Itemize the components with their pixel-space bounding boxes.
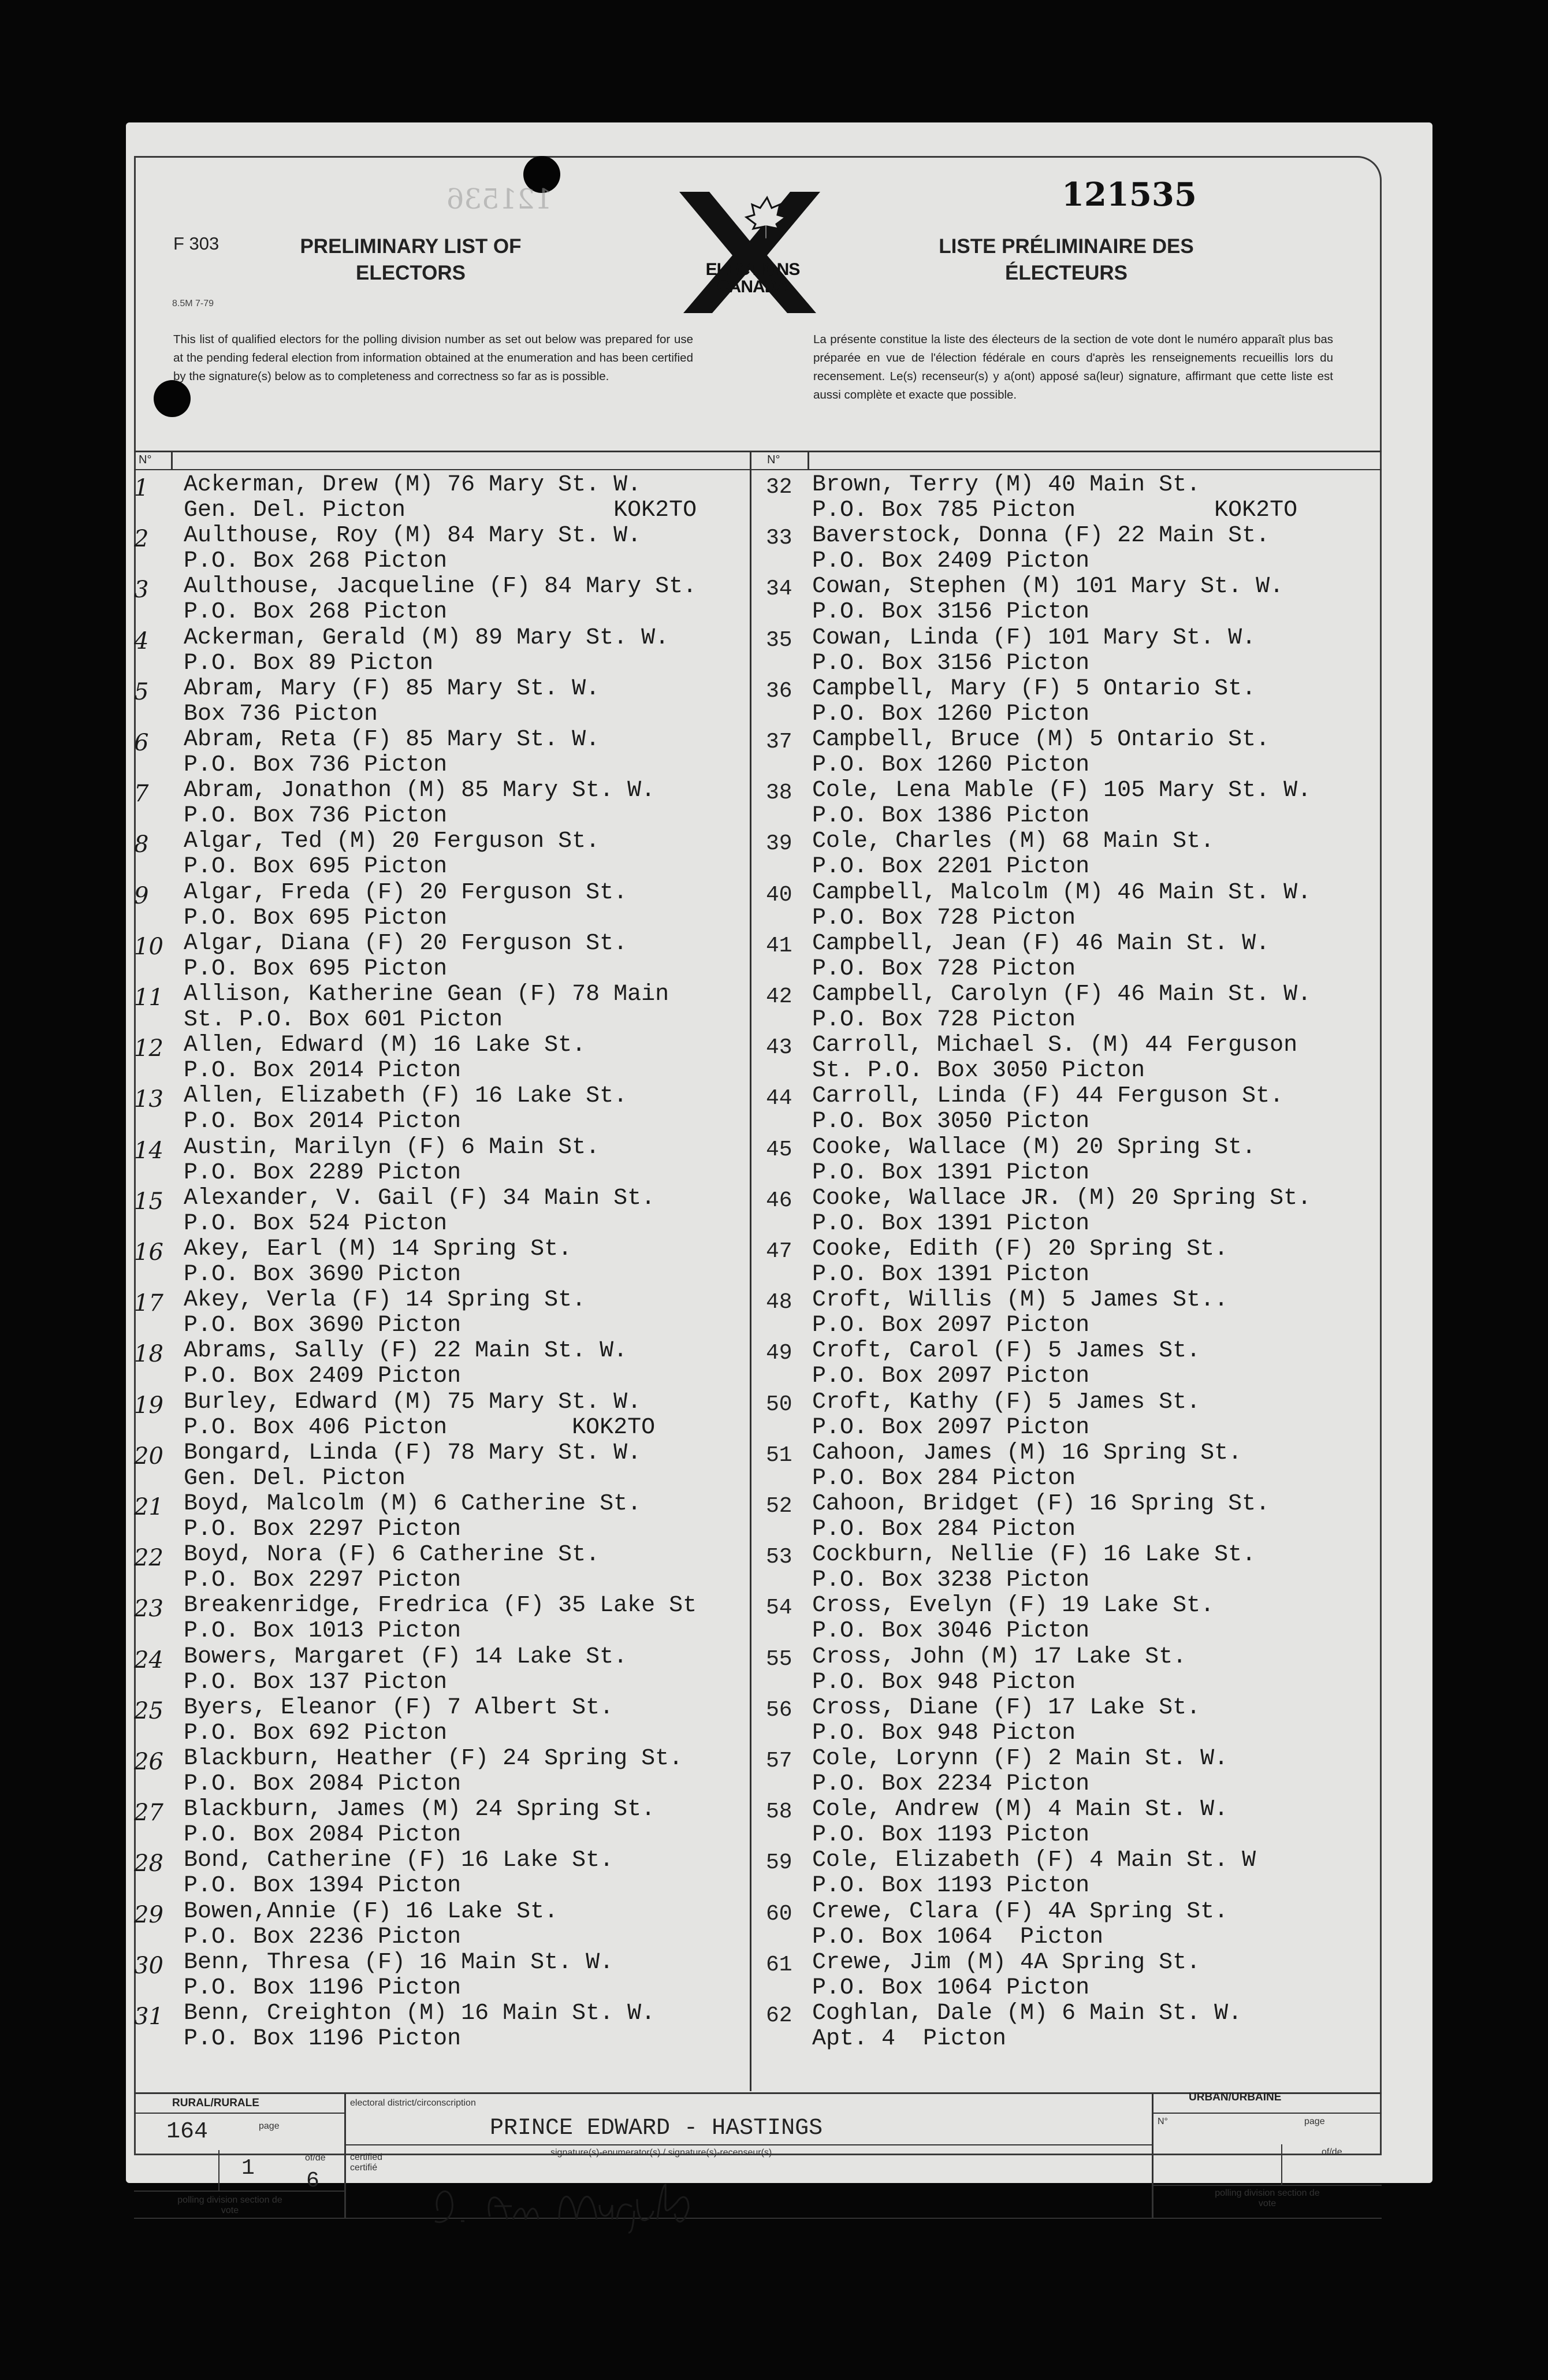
elector-entry: [758, 574, 1295, 625]
elector-entry: [134, 626, 671, 676]
polling-division-number: 164: [166, 2119, 209, 2145]
elector-name-address: Boyd, Nora (F) 6 Catherine St.: [184, 1542, 600, 1568]
elector-entry: [758, 472, 1298, 523]
elector-number: 6: [134, 730, 149, 756]
elector-name-address: Brown, Terry (M) 40 Main St.: [812, 472, 1201, 498]
elector-mailing-address: P.O. Box 3690 Picton: [184, 1262, 462, 1288]
elector-entry: [758, 1492, 1295, 1542]
elector-mailing-address: P.O. Box 406 Picton KOK2TO: [184, 1414, 656, 1441]
elector-entry: [758, 1645, 1295, 1695]
elector-mailing-address: P.O. Box 2097 Picton: [812, 1363, 1090, 1390]
elector-number: 39: [766, 831, 792, 857]
elector-number: 38: [766, 780, 792, 806]
elector-mailing-address: P.O. Box 948 Picton: [812, 1669, 1076, 1695]
elector-name-address: Cowan, Linda (F) 101 Mary St. W.: [812, 624, 1256, 651]
elector-number: 11: [134, 984, 163, 1011]
elector-mailing-address: P.O. Box 2097 Picton: [812, 1312, 1090, 1339]
page-label: page: [259, 2121, 280, 2131]
elector-mailing-address: P.O. Box 2409 Picton: [812, 548, 1090, 575]
elector-mailing-address: St. P.O. Box 3050 Picton: [812, 1058, 1145, 1084]
elector-number: 2: [134, 526, 149, 553]
elector-entry: [134, 1797, 671, 1848]
elector-mailing-address: P.O. Box 948 Picton: [812, 1720, 1076, 1746]
elector-name-address: Abram, Jonathon (M) 85 Mary St. W.: [184, 778, 656, 804]
elector-entry: [134, 880, 671, 931]
elector-entry: [758, 1695, 1295, 1746]
elector-name-address: Cole, Charles (M) 68 Main St.: [812, 828, 1215, 855]
elector-entry: [758, 1084, 1295, 1135]
elector-mailing-address: P.O. Box 2236 Picton: [184, 1924, 462, 1950]
elector-number: 33: [766, 526, 792, 551]
elector-number: 30: [134, 1952, 163, 1979]
elector-number: 61: [766, 1952, 792, 1977]
elector-entry: [758, 1746, 1295, 1797]
elector-mailing-address: P.O. Box 736 Picton: [184, 803, 448, 830]
elector-name-address: Cole, Andrew (M) 4 Main St. W.: [812, 1797, 1229, 1823]
page-total: 6: [306, 2169, 319, 2193]
elector-name-address: Bowers, Margaret (F) 14 Lake St.: [184, 1643, 628, 1670]
elector-mailing-address: P.O. Box 524 Picton: [184, 1210, 448, 1237]
elector-entry: [134, 1135, 671, 1186]
elector-name-address: Bongard, Linda (F) 78 Mary St. W.: [184, 1440, 642, 1466]
elector-name-address: Carroll, Linda (F) 44 Ferguson St.: [812, 1083, 1284, 1110]
elector-mailing-address: P.O. Box 3156 Picton: [812, 650, 1090, 676]
elector-mailing-address: P.O. Box 2014 Picton: [184, 1109, 462, 1135]
elector-mailing-address: P.O. Box 3690 Picton: [184, 1312, 462, 1339]
elector-number: 56: [766, 1697, 792, 1723]
of-label: of/de: [305, 2153, 326, 2163]
elector-entry: [758, 1899, 1295, 1950]
elector-mailing-address: P.O. Box 728 Picton: [812, 905, 1076, 931]
elector-name-address: Cahoon, Bridget (F) 16 Spring St.: [812, 1491, 1270, 1517]
elector-name-address: Cole, Lorynn (F) 2 Main St. W.: [812, 1746, 1229, 1772]
elector-mailing-address: P.O. Box 89 Picton: [184, 650, 434, 676]
elector-name-address: Allen, Elizabeth (F) 16 Lake St.: [184, 1083, 628, 1110]
elector-name-address: Blackburn, James (M) 24 Spring St.: [184, 1797, 656, 1823]
elector-mailing-address: P.O. Box 1193 Picton: [812, 1873, 1090, 1899]
elector-entry: [758, 829, 1295, 880]
elector-entry: [134, 1033, 671, 1084]
elector-entry: [758, 727, 1295, 778]
elector-entry: [134, 1542, 671, 1593]
elector-mailing-address: P.O. Box 692 Picton: [184, 1720, 448, 1746]
polling-division-label: polling division section de vote: [177, 2195, 282, 2215]
title-english: PRELIMINARY LIST OF ELECTORS: [300, 235, 522, 284]
elector-mailing-address: P.O. Box 3156 Picton: [812, 599, 1090, 626]
no-col-divider-right: [808, 451, 809, 470]
elector-name-address: Cole, Elizabeth (F) 4 Main St. W: [812, 1847, 1256, 1874]
elector-number: 8: [134, 831, 149, 858]
elector-mailing-address: P.O. Box 695 Picton: [184, 905, 448, 931]
signature-label: signature(s)-enumerator(s) / signature(s)-recenseur(s): [550, 2148, 772, 2158]
elector-mailing-address: P.O. Box 268 Picton: [184, 599, 448, 626]
elector-number: 13: [134, 1086, 163, 1113]
elector-entry: [134, 1593, 697, 1645]
elector-name-address: Abram, Mary (F) 85 Mary St. W.: [184, 675, 600, 702]
page-label-urban: page: [1304, 2117, 1325, 2126]
elector-name-address: Abrams, Sally (F) 22 Main St. W.: [184, 1338, 628, 1364]
elector-entry: [134, 1084, 671, 1135]
elector-name-address: Campbell, Malcolm (M) 46 Main St. W.: [812, 879, 1312, 906]
elector-mailing-address: P.O. Box 2084 Picton: [184, 1822, 462, 1849]
elector-entry: [134, 1288, 671, 1338]
elector-entry: [134, 1848, 671, 1899]
rural-label: RURAL/RURALE: [172, 2097, 259, 2109]
elector-mailing-address: P.O. Box 1391 Picton: [812, 1159, 1090, 1186]
elector-number: 44: [766, 1086, 792, 1111]
elector-entry: [134, 2001, 671, 2052]
elector-name-address: Benn, Creighton (M) 16 Main St. W.: [184, 2000, 656, 2026]
elector-number: 19: [134, 1392, 163, 1419]
elector-entry: [758, 1950, 1295, 2001]
logo-wordmark: ELECTIONS CANADA: [705, 260, 800, 296]
elector-number: 3: [134, 577, 149, 604]
elector-mailing-address: St. P.O. Box 601 Picton: [184, 1007, 503, 1033]
elector-name-address: Abram, Reta (F) 85 Mary St. W.: [184, 727, 600, 753]
elector-entry: [134, 829, 671, 880]
elector-name-address: Akey, Earl (M) 14 Spring St.: [184, 1236, 572, 1262]
elector-entry: [758, 778, 1312, 830]
elector-name-address: Akey, Verla (F) 14 Spring St.: [184, 1287, 586, 1314]
elector-name-address: Byers, Eleanor (F) 7 Albert St.: [184, 1694, 614, 1721]
elector-mailing-address: P.O. Box 2297 Picton: [184, 1516, 462, 1542]
elector-entry: [134, 1237, 671, 1288]
polling-division-label-urban: polling division section de vote: [1215, 2188, 1320, 2208]
elector-number: 54: [766, 1596, 792, 1621]
elector-entry: [134, 472, 697, 523]
elector-number: 47: [766, 1239, 792, 1264]
elector-name-address: Cross, Diane (F) 17 Lake St.: [812, 1694, 1201, 1721]
footer-divider: [344, 2092, 346, 2218]
footer-rule: [1152, 2113, 1382, 2114]
elector-name-address: Cross, John (M) 17 Lake St.: [812, 1643, 1187, 1670]
elector-mailing-address: P.O. Box 2014 Picton: [184, 1058, 462, 1084]
elector-mailing-address: P.O. Box 1386 Picton: [812, 803, 1090, 830]
elector-number: 59: [766, 1850, 792, 1876]
elector-mailing-address: P.O. Box 284 Picton: [812, 1465, 1076, 1492]
elector-mailing-address: P.O. Box 728 Picton: [812, 1007, 1076, 1033]
elector-number: 45: [766, 1137, 792, 1162]
elector-number: 40: [766, 882, 792, 908]
elector-number: 52: [766, 1494, 792, 1519]
elector-number: 48: [766, 1290, 792, 1315]
elector-number: 17: [134, 1290, 163, 1317]
elector-name-address: Cooke, Wallace JR. (M) 20 Spring St.: [812, 1185, 1312, 1211]
elector-number: 12: [134, 1035, 163, 1062]
urban-label: URBAN/URBAINE: [1189, 2091, 1282, 2103]
elector-entry: [134, 523, 671, 574]
elector-number: 23: [134, 1596, 163, 1623]
elector-name-address: Benn, Thresa (F) 16 Main St. W.: [184, 1949, 614, 1976]
title-french: LISTE PRÉLIMINAIRE DES ÉLECTEURS: [939, 235, 1194, 284]
of-label-urban: of/de: [1322, 2147, 1342, 2157]
elector-mailing-address: P.O. Box 2097 Picton: [812, 1414, 1090, 1441]
elector-entry: [134, 1390, 671, 1441]
elector-entry: [758, 626, 1295, 676]
elector-number: 37: [766, 730, 792, 754]
elector-number: 4: [134, 627, 149, 654]
elector-name-address: Algar, Ted (M) 20 Ferguson St.: [184, 828, 600, 855]
elector-name-address: Crewe, Jim (M) 4A Spring St.: [812, 1949, 1201, 1976]
elector-name-address: Breakenridge, Fredrica (F) 35 Lake St: [184, 1593, 697, 1619]
elector-number: 26: [134, 1749, 163, 1775]
elector-number: 41: [766, 933, 792, 958]
elector-number: 35: [766, 627, 792, 653]
elector-name-address: Aulthouse, Roy (M) 84 Mary St. W.: [184, 523, 642, 549]
elector-entry: [134, 1746, 683, 1797]
elector-number: 18: [134, 1341, 163, 1368]
elector-entry: [134, 676, 671, 727]
elector-mailing-address: P.O. Box 284 Picton: [812, 1516, 1076, 1542]
elector-mailing-address: P.O. Box 1394 Picton: [184, 1873, 462, 1899]
footer-divider: [218, 2150, 219, 2191]
elector-name-address: Bowen,Annie (F) 16 Lake St.: [184, 1898, 559, 1925]
elector-entry: [758, 1288, 1295, 1338]
elector-number: 50: [766, 1392, 792, 1417]
colhead-rule: [134, 469, 1382, 470]
elector-name-address: Campbell, Bruce (M) 5 Ontario St.: [812, 727, 1270, 753]
elector-entry: [134, 931, 671, 982]
elector-mailing-address: P.O. Box 1193 Picton: [812, 1822, 1090, 1849]
elector-mailing-address: P.O. Box 3238 Picton: [812, 1567, 1090, 1594]
elector-name-address: Ackerman, Drew (M) 76 Mary St. W.: [184, 472, 642, 498]
elector-entry: [134, 1645, 671, 1695]
elector-entry: [758, 1135, 1295, 1186]
elector-entry: [134, 1899, 671, 1950]
elector-mailing-address: Box 736 Picton: [184, 701, 378, 727]
elector-entry: [758, 931, 1295, 982]
elector-number: 46: [766, 1188, 792, 1213]
center-divider: [750, 451, 751, 2091]
form-code: F 303: [173, 233, 219, 254]
elector-name-address: Coghlan, Dale (M) 6 Main St. W.: [812, 2000, 1242, 2026]
elector-number: 7: [134, 780, 149, 808]
elector-mailing-address: P.O. Box 1064 Picton: [812, 1974, 1090, 2001]
elector-mailing-address: P.O. Box 137 Picton: [184, 1669, 448, 1695]
header-rule: [134, 451, 1382, 452]
elector-number: 60: [766, 1901, 792, 1927]
elector-number: 10: [134, 933, 163, 960]
elector-name-address: Alexander, V. Gail (F) 34 Main St.: [184, 1185, 656, 1211]
signature-text: L. Ann Murphy: [426, 2170, 430, 2171]
elector-entry: [134, 1950, 671, 2001]
elector-entry: [758, 1237, 1295, 1288]
elector-entry: [758, 1797, 1295, 1848]
elector-name-address: Bond, Catherine (F) 16 Lake St.: [184, 1847, 614, 1874]
elector-name-address: Aulthouse, Jacqueline (F) 84 Mary St.: [184, 574, 697, 600]
elector-name-address: Campbell, Carolyn (F) 46 Main St. W.: [812, 981, 1312, 1007]
elector-number: 34: [766, 577, 792, 602]
bleed-through-serial: 121536: [446, 183, 553, 215]
elector-mailing-address: P.O. Box 1064 Picton: [812, 1924, 1104, 1950]
column-number-label: N°: [139, 453, 152, 466]
serial-number: 121535: [1062, 176, 1197, 214]
elector-mailing-address: P.O. Box 1196 Picton: [184, 1974, 462, 2001]
elector-number: 49: [766, 1341, 792, 1366]
elector-name-address: Burley, Edward (M) 75 Mary St. W.: [184, 1389, 642, 1415]
elector-mailing-address: P.O. Box 1260 Picton: [812, 752, 1090, 778]
elector-entry: [758, 1593, 1295, 1644]
elector-name-address: Ackerman, Gerald (M) 89 Mary St. W.: [184, 624, 669, 651]
form-print-code: 8.5M 7-79: [172, 299, 214, 308]
elector-name-address: Algar, Diana (F) 20 Ferguson St.: [184, 930, 628, 957]
elector-mailing-address: P.O. Box 2234 Picton: [812, 1771, 1090, 1797]
elector-number: 55: [766, 1646, 792, 1672]
elector-number: 27: [134, 1799, 163, 1827]
elector-number: 14: [134, 1137, 163, 1164]
elector-mailing-address: P.O. Box 695 Picton: [184, 854, 448, 880]
electors-list-sheet: [126, 122, 1432, 2215]
elector-entry: [758, 2001, 1295, 2052]
elector-mailing-address: Apt. 4 Picton: [812, 2026, 1007, 2052]
elector-entry: [758, 1441, 1295, 1492]
elector-number: 9: [134, 882, 149, 909]
elector-mailing-address: P.O. Box 2201 Picton: [812, 854, 1090, 880]
elector-number: 32: [766, 475, 792, 500]
elector-name-address: Cross, Evelyn (F) 19 Lake St.: [812, 1593, 1215, 1619]
elector-number: 25: [134, 1697, 163, 1724]
elector-number: 24: [134, 1646, 163, 1674]
elector-number: 29: [134, 1901, 163, 1928]
intro-french: La présente constitue la liste des électeurs de la section de vote dont le numéro apparaît plus bas préparée en vue de l'élection fédérale en cours d'après les renseignements recueillis lors du recensement. Le(s) recenseur(s) y a(ont) apposé sa(leur) signature, affirmant que cette liste est aussi complète et exacte que possible.: [813, 333, 1333, 401]
elector-entry: [758, 1390, 1295, 1441]
elector-entry: [134, 727, 671, 778]
elector-name-address: Crewe, Clara (F) 4A Spring St.: [812, 1898, 1229, 1925]
elector-mailing-address: P.O. Box 728 Picton: [812, 955, 1076, 982]
elector-name-address: Cahoon, James (M) 16 Spring St.: [812, 1440, 1242, 1466]
elector-number: 15: [134, 1188, 163, 1215]
elector-name-address: Baverstock, Donna (F) 22 Main St.: [812, 523, 1270, 549]
enumerator-signature: [426, 2170, 750, 2234]
footer-divider: [1281, 2144, 1282, 2185]
elector-mailing-address: Gen. Del. Picton: [184, 1465, 406, 1492]
elector-name-address: Croft, Kathy (F) 5 James St.: [812, 1389, 1201, 1415]
elector-name-address: Boyd, Malcolm (M) 6 Catherine St.: [184, 1491, 642, 1517]
footer-rule: [1152, 2185, 1382, 2186]
elector-name-address: Campbell, Jean (F) 46 Main St. W.: [812, 930, 1270, 957]
elector-entry: [758, 1185, 1312, 1237]
elector-number: 51: [766, 1442, 792, 1468]
elector-name-address: Carroll, Michael S. (M) 44 Ferguson: [812, 1032, 1298, 1059]
column-number-label: N°: [767, 453, 780, 466]
elector-number: 58: [766, 1799, 792, 1825]
district-label: electoral district/circonscription: [350, 2098, 476, 2108]
elector-name-address: Cowan, Stephen (M) 101 Mary St. W.: [812, 574, 1284, 600]
elector-name-address: Allison, Katherine Gean (F) 78 Main: [184, 981, 669, 1007]
elector-entry: [134, 574, 697, 626]
elector-mailing-address: P.O. Box 736 Picton: [184, 752, 448, 778]
elector-mailing-address: P.O. Box 268 Picton: [184, 548, 448, 575]
elector-mailing-address: P.O. Box 785 Picton KOK2TO: [812, 497, 1298, 523]
elector-number: 16: [134, 1239, 163, 1266]
elector-name-address: Cooke, Wallace (M) 20 Spring St.: [812, 1134, 1256, 1161]
elector-entry: [758, 676, 1295, 727]
page-number: 1: [241, 2156, 255, 2181]
elector-entry: [758, 879, 1312, 931]
elector-mailing-address: P.O. Box 1013 Picton: [184, 1618, 462, 1645]
elector-entry: [758, 523, 1295, 574]
elector-number: 53: [766, 1545, 792, 1570]
elector-mailing-address: P.O. Box 2297 Picton: [184, 1567, 462, 1594]
elector-name-address: Algar, Freda (F) 20 Ferguson St.: [184, 879, 628, 906]
elector-number: 43: [766, 1035, 792, 1061]
elector-mailing-address: P.O. Box 1391 Picton: [812, 1210, 1090, 1237]
elector-name-address: Cole, Lena Mable (F) 105 Mary St. W.: [812, 778, 1312, 804]
elector-number: 42: [766, 984, 792, 1009]
elector-number: 57: [766, 1749, 792, 1773]
elector-entry: [758, 1848, 1295, 1899]
elector-name-address: Cooke, Edith (F) 20 Spring St.: [812, 1236, 1229, 1262]
elector-number: 5: [134, 678, 149, 705]
elector-entry: [134, 1186, 671, 1237]
elector-number: 22: [134, 1545, 163, 1572]
elector-mailing-address: Gen. Del. Picton KOK2TO: [184, 497, 697, 523]
elector-number: 28: [134, 1850, 163, 1877]
elector-entry: [758, 1542, 1295, 1593]
elector-mailing-address: P.O. Box 3046 Picton: [812, 1618, 1090, 1645]
elector-number: 36: [766, 678, 792, 704]
elector-name-address: Allen, Edward (M) 16 Lake St.: [184, 1032, 586, 1059]
elector-mailing-address: P.O. Box 2409 Picton: [184, 1363, 462, 1390]
elector-mailing-address: P.O. Box 1196 Picton: [184, 2026, 462, 2052]
no-label-urban: N°: [1158, 2117, 1168, 2126]
footer-bottom-rule: [134, 2218, 1382, 2219]
elector-number: 21: [134, 1494, 163, 1520]
intro-english: This list of qualified electors for the polling division number as set out below was prepared for use at the pending federal election from information obtained at the enumeration and has been certified by the signature(s) below as to completeness and correctness so far as is possible.: [173, 333, 693, 383]
elector-number: 62: [766, 2003, 792, 2028]
footer-divider: [1152, 2092, 1153, 2218]
elector-name-address: Croft, Carol (F) 5 James St.: [812, 1338, 1201, 1364]
elector-name-address: Austin, Marilyn (F) 6 Main St.: [184, 1134, 600, 1161]
elector-mailing-address: P.O. Box 695 Picton: [184, 955, 448, 982]
no-col-divider-left: [171, 451, 173, 470]
elector-entry: [758, 981, 1312, 1033]
elector-entry: [134, 1492, 671, 1542]
elector-name-address: Campbell, Mary (F) 5 Ontario St.: [812, 675, 1256, 702]
elector-entry: [758, 1032, 1298, 1084]
elector-mailing-address: P.O. Box 2289 Picton: [184, 1159, 462, 1186]
elector-number: 1: [134, 475, 149, 501]
elector-number: 31: [134, 2003, 163, 2030]
certified-label: certified certifié: [350, 2152, 383, 2173]
elector-name-address: Blackburn, Heather (F) 24 Spring St.: [184, 1746, 683, 1772]
elector-name-address: Cockburn, Nellie (F) 16 Lake St.: [812, 1542, 1256, 1568]
elector-name-address: Croft, Willis (M) 5 James St..: [812, 1287, 1229, 1314]
elector-entry: [134, 982, 671, 1033]
district-value: PRINCE EDWARD - HASTINGS: [490, 2115, 823, 2141]
elector-mailing-address: P.O. Box 3050 Picton: [812, 1109, 1090, 1135]
footer-rule: [344, 2144, 1152, 2145]
elector-entry: [134, 1441, 671, 1492]
elector-entry: [134, 1338, 671, 1389]
elector-entry: [134, 1695, 671, 1746]
elector-entry: [134, 778, 671, 829]
elector-entry: [758, 1338, 1295, 1389]
footer-rule: [134, 2113, 344, 2114]
elector-mailing-address: P.O. Box 2084 Picton: [184, 1771, 462, 1797]
elector-number: 20: [134, 1442, 163, 1470]
elector-mailing-address: P.O. Box 1260 Picton: [812, 701, 1090, 727]
elector-mailing-address: P.O. Box 1391 Picton: [812, 1262, 1090, 1288]
